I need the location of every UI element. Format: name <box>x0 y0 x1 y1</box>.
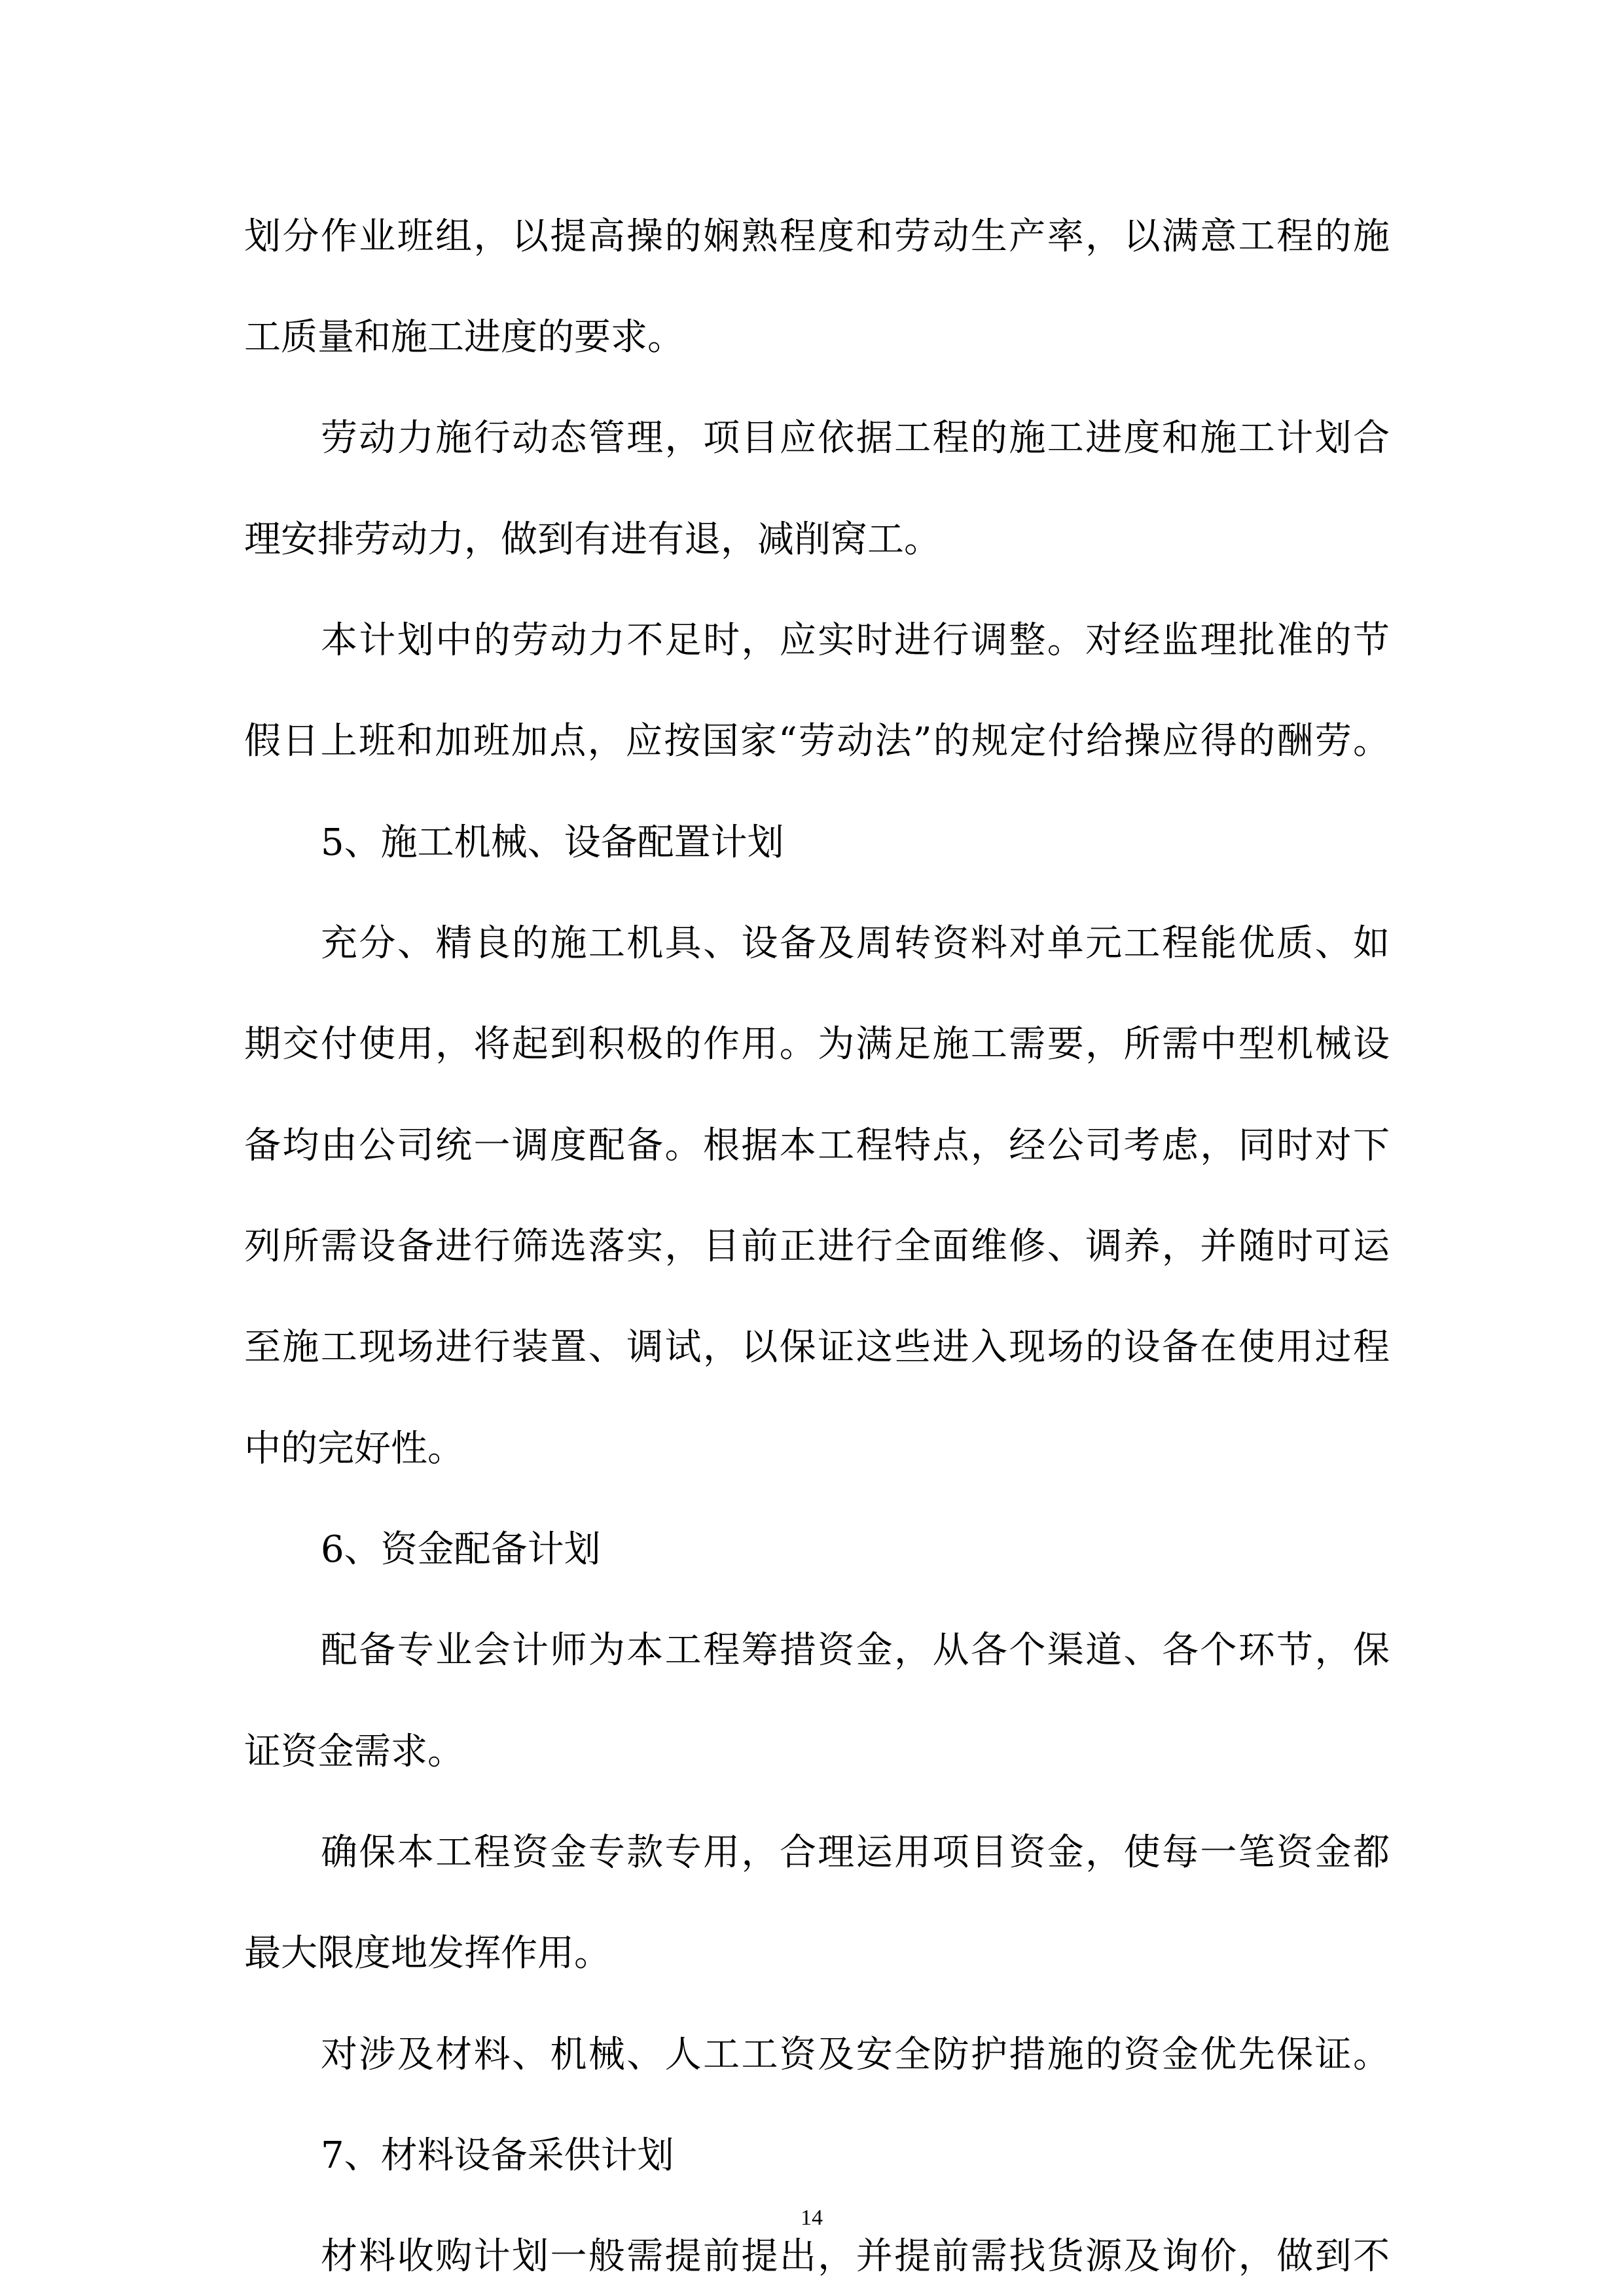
section-heading: 5、施工机械、设备配置计划 <box>321 821 784 864</box>
text-line: 配备专业会计师为本工程筹措资金，从各个渠道、各个环节，保 <box>321 1629 1390 1672</box>
text-line: 假日上班和加班加点，应按国家“劳动法”的规定付给操应得的酬劳。 <box>244 720 1390 762</box>
text-line: 理安排劳动力，做到有进有退，减削窝工。 <box>244 518 941 561</box>
text-line: 中的完好性。 <box>244 1427 464 1470</box>
text-line: 材料收购计划一般需提前提出，并提前需找货源及询价，做到不 <box>321 2235 1390 2278</box>
text-line: 确保本工程资金专款专用，合理运用项目资金，使每一笔资金都 <box>321 1831 1390 1874</box>
section-heading: 7、材料设备采供计划 <box>321 2134 674 2177</box>
text-line: 充分、精良的施工机具、设备及周转资料对单元工程能优质、如 <box>321 922 1390 965</box>
text-line: 备均由公司统一调度配备。根据本工程特点，经公司考虑，同时对下 <box>244 1124 1390 1167</box>
text-line: 至施工现场进行装置、调试，以保证这些进入现场的设备在使用过程 <box>244 1326 1390 1369</box>
text-line: 划分作业班组，以提高操的娴熟程度和劳动生产率，以满意工程的施 <box>244 215 1390 258</box>
section-heading: 6、资金配备计划 <box>321 1528 601 1571</box>
text-line: 列所需设备进行筛选落实，目前正进行全面维修、调养，并随时可运 <box>244 1225 1390 1268</box>
text-line: 工质量和施工进度的要求。 <box>244 316 684 359</box>
text-line: 本计划中的劳动力不足时，应实时进行调整。对经监理批准的节 <box>321 619 1390 662</box>
text-line: 证资金需求。 <box>244 1731 464 1773</box>
text-line: 劳动力施行动态管理，项目应依据工程的施工进度和施工计划合 <box>321 417 1390 459</box>
text-line: 期交付使用，将起到积极的作用。为满足施工需要，所需中型机械设 <box>244 1023 1390 1066</box>
text-line: 最大限度地发挥作用。 <box>244 1932 611 1975</box>
page-number: 14 <box>801 2206 823 2230</box>
text-line: 对涉及材料、机械、人工工资及安全防护措施的资金优先保证。 <box>321 2034 1390 2076</box>
